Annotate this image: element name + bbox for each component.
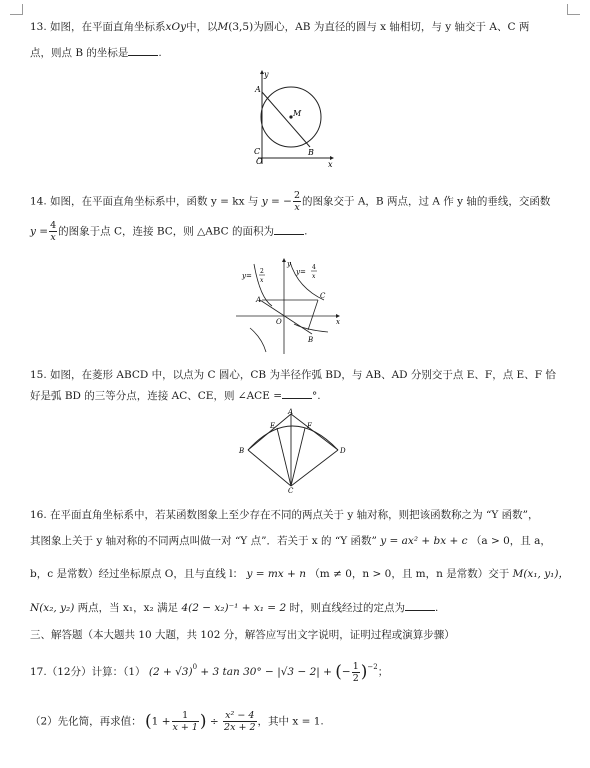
corner-mark-left: [10, 4, 23, 15]
q14-text: 的图象交于 A，B 两点，过 A 作 y 轴的垂线，交函数: [302, 195, 551, 208]
q17-exponent: 0: [192, 663, 198, 671]
q17-paren: ): [360, 662, 368, 682]
q13-figure: [250, 68, 340, 168]
q15-line-2: [30, 388, 321, 403]
fig-label-m: M: [293, 109, 302, 118]
fig-label-a: A: [256, 296, 262, 304]
fig-label-eq1-den: x: [260, 277, 264, 284]
section-3-heading: [30, 628, 455, 642]
q14-number: 14.: [30, 195, 47, 208]
q16-line-1: [30, 508, 539, 522]
fig-label-b: B: [239, 447, 245, 455]
q16-text: 时，则直线经过的定点为: [289, 602, 405, 614]
fig-label-y: y: [287, 260, 291, 268]
frac-den: x: [50, 232, 56, 243]
q14-frac-2: [49, 220, 57, 243]
frac-num: 1: [172, 710, 199, 722]
q15-line-1: [30, 368, 556, 382]
fig-label-o: O: [256, 157, 263, 166]
q17-line-2: [30, 710, 324, 733]
q16-eq: y = mx + n: [246, 568, 306, 580]
fig-label-o: O: [276, 318, 282, 326]
q14-eq: y =: [30, 225, 49, 238]
q16-end: .: [434, 602, 439, 614]
fig-label-c: C: [254, 147, 261, 156]
q16-text: 在平面直角坐标系中，若某函数图象上至少存在不同的两点关于 y 轴对称，则把该函数称之为 “Y 函数”，: [50, 509, 539, 521]
fig-label-f: F: [307, 422, 312, 430]
q15-text: 好是弧 BD 的三等分点，连接 AC、CE，则 ∠ACE =: [30, 390, 283, 402]
q16-text: 其图象上关于 y 轴对称的不同两点叫做一对 “Y 点”．若关于 x 的 “Y 函数”: [30, 535, 377, 547]
corner-mark-right: [567, 4, 580, 15]
frac-num: 4: [50, 220, 57, 231]
q15-number: 15.: [30, 369, 47, 381]
fig-label-b: B: [308, 148, 314, 157]
q13-text: 中，以: [186, 21, 218, 33]
q14-text: 的图象于点 C，连接 BC，则 △ABC 的面积为: [58, 225, 275, 238]
q14-text: 如图，在平面直角坐标系中，函数 y = kx 与: [50, 195, 259, 208]
q13-end: .: [158, 47, 162, 59]
fig-label-eq2-den: x: [312, 273, 316, 280]
q16-text: （m ≠ 0，n > 0，且 m，n 是常数）交于: [309, 568, 510, 580]
q16-line-4: [30, 600, 438, 615]
q13-line-2: [30, 45, 162, 60]
fig-label-c: C: [288, 487, 294, 494]
q15-end: °.: [312, 390, 321, 402]
fig-label-d: D: [340, 447, 346, 455]
q14-frac-1: [293, 190, 301, 213]
fig-label-e: E: [270, 422, 276, 430]
frac-den: x + 1: [172, 722, 198, 733]
frac-num: 1: [352, 660, 359, 672]
q17-exponent: −2: [367, 663, 378, 671]
q17-frac-1: [172, 710, 199, 733]
q16-line-2: [30, 534, 551, 548]
fig-label-y: y: [264, 70, 269, 79]
q13-number: 13.: [30, 21, 47, 33]
frac-den: x: [294, 202, 300, 213]
q16-text: b，c 是常数）经过坐标原点 O，且与直线 l：: [30, 568, 244, 580]
q16-text: （a > 0，且 a，: [470, 535, 551, 547]
q17-expr: + 3 tan 30° − |√3 − 2| +: [200, 666, 332, 678]
q16-text: 两点，当 x₁，x₂ 满足: [77, 602, 179, 614]
fig-label-c: C: [320, 292, 326, 300]
q14-line-1: [30, 190, 550, 213]
q17-paren: (: [335, 662, 342, 682]
q13-text: 如图，在平面直角坐标系: [50, 21, 166, 33]
fig-label-a: A: [255, 85, 261, 94]
fig-label-a: A: [288, 408, 294, 416]
q14-eq: y = −: [261, 195, 292, 208]
q16-eq: y = ax² + bx + c: [380, 535, 468, 547]
q16-eq: 4(2 − x₂)⁻¹ + x₁ = 2: [181, 602, 287, 614]
q15-text: 如图，在菱形 ABCD 中，以点为 C 圆心，CB 为半径作弧 BD，与 AB、AD 分别交于点 E、F，点 E、F 恰: [50, 369, 556, 381]
q16-point-m: M(x₁, y₁)，: [512, 568, 569, 580]
q14-line-2: [30, 220, 307, 243]
q17-text: （12分）计算：（1）: [46, 666, 146, 678]
q16-line-3: [30, 567, 569, 581]
q16-point-n: N(x₂, y₂): [30, 602, 75, 614]
q17-number: 17.: [30, 666, 47, 678]
q13-line-1: [30, 20, 529, 34]
answer-blank[interactable]: [274, 224, 304, 235]
fig-label-eq1-pre: y=: [242, 272, 252, 280]
fig-label-eq1-num: 2: [260, 268, 264, 275]
fig-label-b: B: [308, 336, 314, 344]
q17-text: ，其中 x = 1.: [257, 715, 324, 728]
q17-sign: −: [341, 666, 351, 678]
frac-den: 2x + 2: [224, 722, 256, 733]
frac-num: 2: [293, 190, 301, 201]
q17-paren: (: [145, 711, 152, 732]
q13-text: 点，则点 B 的坐标是: [30, 47, 129, 59]
q15-figure: [236, 408, 352, 494]
q13-xoy: xOy: [165, 21, 187, 33]
fig-label-eq2-num: 4: [312, 264, 316, 271]
q13-m: M: [217, 21, 229, 33]
q14-figure: [232, 258, 344, 356]
section-3-text: 三、解答题（本大题共 10 大题，共 102 分，解答应写出文字说明，证明过程或演算步骤）: [30, 629, 455, 641]
q17-line-1: [30, 660, 388, 684]
q16-number: 16.: [30, 509, 47, 521]
fig-label-x: x: [328, 160, 333, 168]
fig-label-eq2-pre: y=: [296, 268, 306, 276]
q17-frac-2: [223, 710, 256, 733]
q13-text: 为圆心，AB 为直径的圆与 x 轴相切，与 y 轴交于 A、C 两: [253, 21, 530, 33]
q13-m-coords: (3,5): [228, 21, 254, 33]
frac-den: 2: [352, 672, 359, 684]
q17-frac: [352, 661, 360, 684]
q17-paren: ): [199, 711, 207, 732]
q17-text: （2）先化简，再求值：: [30, 715, 142, 728]
fig-label-x: x: [336, 318, 340, 326]
q17-expr: 1 +: [151, 715, 171, 728]
q17-expr: (2 + √3): [148, 666, 193, 678]
q14-end: .: [304, 225, 308, 238]
answer-blank[interactable]: [405, 600, 435, 611]
q17-div: ÷: [209, 715, 219, 728]
q17-end: ；: [377, 666, 389, 678]
frac-num: x² − 4: [223, 710, 256, 722]
answer-blank[interactable]: [282, 388, 312, 399]
answer-blank[interactable]: [128, 45, 158, 56]
